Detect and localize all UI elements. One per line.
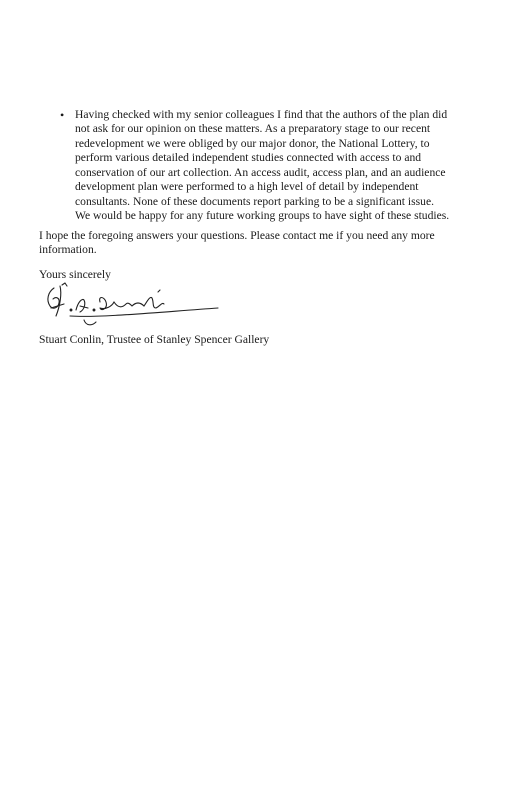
- bullet-line: redevelopment we were obliged by our major donor, the National Lottery, to: [75, 136, 430, 150]
- bullet-marker: •: [60, 108, 65, 122]
- handwritten-signature: [40, 282, 230, 330]
- closing-line: I hope the foregoing answers your questions. Please contact me if you need any more: [39, 229, 435, 242]
- bullet-line: conservation of our art collection. An access audit, access plan, and an audience: [75, 165, 446, 179]
- bullet-line: perform various detailed independent studies connected with access to and: [75, 151, 422, 165]
- bullet-line: development plan were performed to a high level of detail by independent: [75, 180, 419, 194]
- bullet-line: Having checked with my senior colleagues I find that the authors of the plan did: [75, 108, 448, 121]
- bullet-line: We would be happy for any future working groups to have sight of these studies.: [75, 209, 450, 223]
- bullet-line: not ask for our opinion on these matters. As a preparatory stage to our recent: [75, 122, 431, 136]
- bullet-text: [75, 108, 480, 224]
- signatory-name: Stuart Conlin, Trustee of Stanley Spencer Gallery: [39, 333, 270, 346]
- closing-line: information.: [39, 243, 97, 257]
- sign-off: Yours sincerely: [39, 268, 111, 281]
- bullet-line: consultants. None of these documents report parking to be a significant issue.: [75, 194, 434, 208]
- closing-paragraph: [39, 229, 479, 258]
